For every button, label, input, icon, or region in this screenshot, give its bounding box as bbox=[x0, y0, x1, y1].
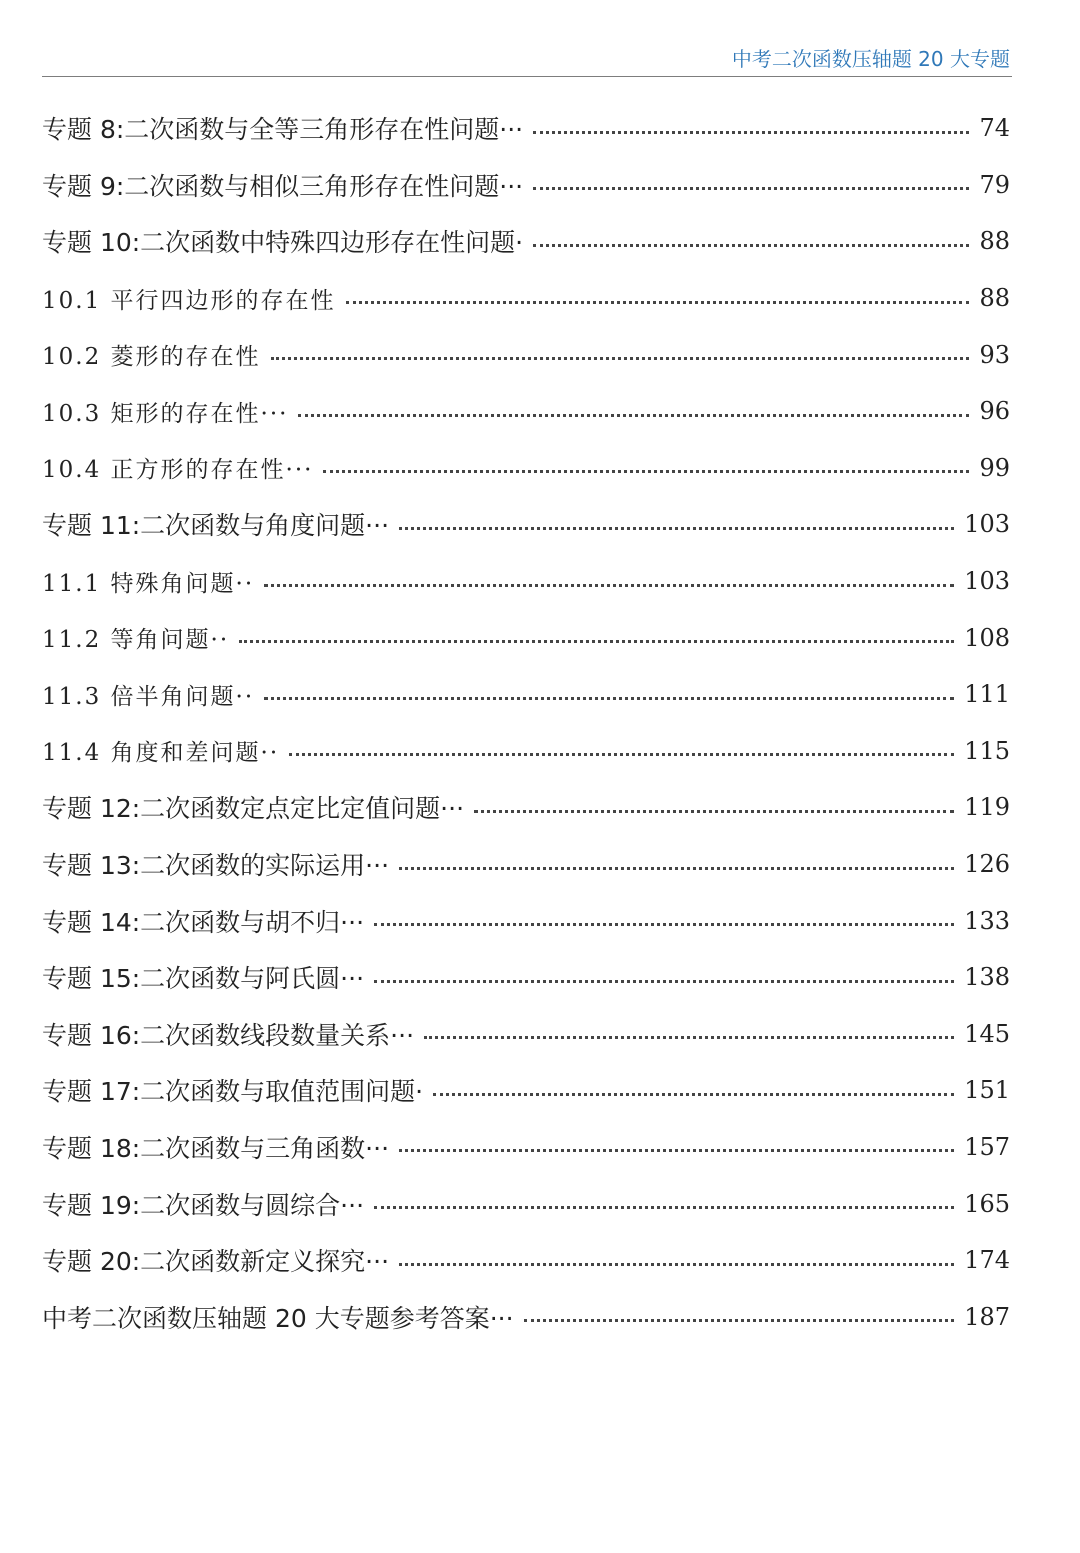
dot-leader bbox=[346, 301, 970, 304]
toc-entry-title: 11.2 等角问题·· bbox=[42, 627, 230, 654]
toc-entry[interactable] bbox=[42, 157, 1012, 214]
dot-leader bbox=[533, 187, 969, 190]
toc-entry[interactable] bbox=[42, 666, 1012, 723]
toc-entry-page-number: 79 bbox=[979, 170, 1010, 199]
toc-entry-title: 11.4 角度和差问题·· bbox=[42, 740, 280, 767]
toc-entry-page-number: 99 bbox=[979, 453, 1010, 482]
toc-entry[interactable] bbox=[42, 1175, 1012, 1232]
toc-entry[interactable] bbox=[42, 440, 1012, 497]
toc-entry-title: 中考二次函数压轴题 20 大专题参考答案··· bbox=[42, 1303, 514, 1333]
toc-entry-title: 10.4 正方形的存在性··· bbox=[42, 457, 314, 484]
toc-entry[interactable] bbox=[42, 779, 1012, 836]
toc-entry-page-number: 126 bbox=[964, 850, 1010, 879]
toc-entry[interactable] bbox=[42, 1232, 1012, 1289]
dot-leader bbox=[298, 414, 969, 417]
toc-entry-page-number: 157 bbox=[964, 1132, 1010, 1161]
toc-entry-title: 10.3 矩形的存在性··· bbox=[42, 400, 289, 427]
toc-entry-title: 10.2 菱形的存在性 bbox=[42, 344, 261, 371]
toc-entry-page-number: 88 bbox=[979, 284, 1010, 313]
toc-entry-page-number: 108 bbox=[964, 623, 1010, 652]
toc-entry-title: 专题 12:二次函数定点定比定值问题··· bbox=[42, 794, 465, 824]
table-of-contents bbox=[42, 100, 1012, 1345]
toc-entry[interactable] bbox=[42, 496, 1012, 553]
dot-leader bbox=[289, 753, 954, 756]
toc-entry-page-number: 96 bbox=[979, 397, 1010, 426]
toc-entry-page-number: 115 bbox=[964, 736, 1010, 765]
toc-entry-page-number: 103 bbox=[964, 510, 1010, 539]
toc-entry-page-number: 174 bbox=[964, 1246, 1010, 1275]
toc-entry[interactable] bbox=[42, 1119, 1012, 1176]
toc-entry-title: 专题 20:二次函数新定义探究··· bbox=[42, 1247, 390, 1277]
toc-entry[interactable] bbox=[42, 1062, 1012, 1119]
toc-entry-title: 10.1 平行四边形的存在性 bbox=[42, 287, 336, 314]
toc-entry[interactable] bbox=[42, 100, 1012, 157]
toc-entry[interactable] bbox=[42, 383, 1012, 440]
toc-entry-title: 专题 16:二次函数线段数量关系··· bbox=[42, 1020, 415, 1050]
toc-entry[interactable] bbox=[42, 326, 1012, 383]
toc-entry-page-number: 138 bbox=[964, 963, 1010, 992]
toc-entry[interactable] bbox=[42, 213, 1012, 270]
dot-leader bbox=[399, 1149, 954, 1152]
toc-entry-title: 专题 17:二次函数与取值范围问题· bbox=[42, 1077, 424, 1107]
dot-leader bbox=[524, 1319, 955, 1322]
dot-leader bbox=[424, 1036, 954, 1039]
dot-leader bbox=[374, 980, 954, 983]
dot-leader bbox=[433, 1093, 954, 1096]
toc-entry-page-number: 88 bbox=[979, 227, 1010, 256]
toc-entry-page-number: 119 bbox=[964, 793, 1010, 822]
toc-entry-page-number: 133 bbox=[964, 906, 1010, 935]
toc-entry-title: 专题 13:二次函数的实际运用··· bbox=[42, 851, 390, 881]
toc-entry-title: 专题 14:二次函数与胡不归··· bbox=[42, 907, 365, 937]
toc-entry-page-number: 103 bbox=[964, 567, 1010, 596]
dot-leader bbox=[533, 131, 969, 134]
toc-entry-title: 专题 10:二次函数中特殊四边形存在性问题· bbox=[42, 228, 524, 258]
toc-entry[interactable] bbox=[42, 836, 1012, 893]
toc-entry-title: 11.1 特殊角问题·· bbox=[42, 570, 255, 597]
toc-entry-page-number: 187 bbox=[964, 1302, 1010, 1331]
dot-leader bbox=[239, 640, 954, 643]
toc-entry[interactable] bbox=[42, 1288, 1012, 1345]
dot-leader bbox=[323, 470, 969, 473]
toc-entry-title: 专题 11:二次函数与角度问题··· bbox=[42, 511, 390, 541]
dot-leader bbox=[399, 867, 954, 870]
dot-leader bbox=[374, 923, 954, 926]
dot-leader bbox=[399, 527, 954, 530]
toc-entry[interactable] bbox=[42, 723, 1012, 780]
dot-leader bbox=[474, 810, 954, 813]
toc-entry[interactable] bbox=[42, 553, 1012, 610]
toc-entry-title: 专题 9:二次函数与相似三角形存在性问题··· bbox=[42, 171, 524, 201]
toc-entry-title: 专题 8:二次函数与全等三角形存在性问题··· bbox=[42, 115, 524, 145]
toc-entry-page-number: 93 bbox=[979, 340, 1010, 369]
toc-entry-title: 专题 19:二次函数与圆综合··· bbox=[42, 1190, 365, 1220]
toc-entry-title: 专题 15:二次函数与阿氏圆··· bbox=[42, 964, 365, 994]
toc-entry[interactable] bbox=[42, 1006, 1012, 1063]
dot-leader bbox=[264, 697, 954, 700]
toc-entry-title: 11.3 倍半角问题·· bbox=[42, 683, 255, 710]
toc-entry[interactable] bbox=[42, 270, 1012, 327]
toc-entry[interactable] bbox=[42, 892, 1012, 949]
toc-entry[interactable] bbox=[42, 609, 1012, 666]
dot-leader bbox=[264, 584, 954, 587]
toc-entry-page-number: 111 bbox=[964, 680, 1010, 709]
header-title: 中考二次函数压轴题 20 大专题 bbox=[731, 47, 1010, 71]
toc-entry-page-number: 145 bbox=[964, 1019, 1010, 1048]
dot-leader bbox=[399, 1263, 954, 1266]
toc-entry-page-number: 165 bbox=[964, 1189, 1010, 1218]
toc-entry-page-number: 74 bbox=[979, 114, 1010, 143]
toc-entry-page-number: 151 bbox=[964, 1076, 1010, 1105]
dot-leader bbox=[271, 357, 970, 360]
dot-leader bbox=[374, 1206, 954, 1209]
dot-leader bbox=[533, 244, 969, 247]
toc-entry[interactable] bbox=[42, 949, 1012, 1006]
toc-entry-title: 专题 18:二次函数与三角函数··· bbox=[42, 1133, 390, 1163]
page-header bbox=[42, 40, 1012, 77]
